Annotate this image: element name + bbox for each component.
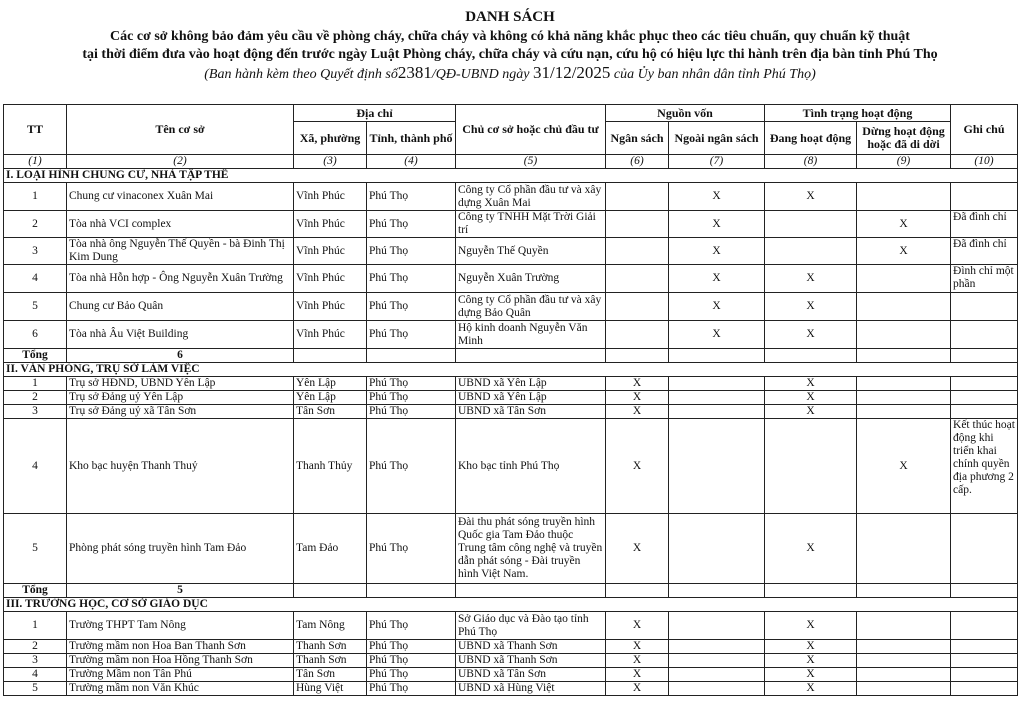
row-non-budget xyxy=(669,682,765,696)
row-province: Phú Thọ xyxy=(367,183,456,211)
row-budget: X xyxy=(606,640,669,654)
row-ward: Thanh Sơn xyxy=(294,640,367,654)
row-owner: Nguyễn Thế Quyền xyxy=(456,238,606,265)
row-province: Phú Thọ xyxy=(367,377,456,391)
col-number: (4) xyxy=(367,155,456,169)
row-active: X xyxy=(765,321,857,349)
row-active xyxy=(765,419,857,514)
row-note xyxy=(951,377,1018,391)
row-non-budget: X xyxy=(669,265,765,293)
col-number: (9) xyxy=(857,155,951,169)
row-active: X xyxy=(765,183,857,211)
section-header-row xyxy=(4,169,1018,183)
total-label: Tổng xyxy=(4,584,67,598)
row-ward: Vĩnh Phúc xyxy=(294,293,367,321)
row-name: Chung cư Bảo Quân xyxy=(67,293,294,321)
header-stopped: Dừng hoạt động hoặc đã di dời xyxy=(857,122,951,155)
row-ward: Thanh Thủy xyxy=(294,419,367,514)
row-active: X xyxy=(765,391,857,405)
header-tt: TT xyxy=(4,105,67,155)
section-header-row xyxy=(4,363,1018,377)
row-note xyxy=(951,654,1018,668)
row-name: Kho bạc huyện Thanh Thuỷ xyxy=(67,419,294,514)
row-tt: 5 xyxy=(4,682,67,696)
row-name: Trường THPT Tam Nông xyxy=(67,612,294,640)
row-active: X xyxy=(765,668,857,682)
row-note xyxy=(951,183,1018,211)
col-number: (6) xyxy=(606,155,669,169)
section-title: III. TRƯỜNG HỌC, CƠ SỞ GIÁO DỤC xyxy=(4,598,1018,612)
header-status: Tình trạng hoạt động xyxy=(765,105,951,122)
row-owner: Công ty Cổ phần đầu tư và xây dựng Bảo Quân xyxy=(456,293,606,321)
row-ward: Tân Sơn xyxy=(294,668,367,682)
row-active: X xyxy=(765,405,857,419)
row-owner: UBND xã Hùng Việt xyxy=(456,682,606,696)
col-number: (8) xyxy=(765,155,857,169)
doc-subtitle-2: tại thời điểm đưa vào hoạt động đến trước ngày Luật Phòng cháy, chữa cháy và cứu nạn, cứu hộ có hiệu lực thi hành trên địa bàn tỉnh Phú Thọ xyxy=(82,47,938,62)
empty-cell xyxy=(456,349,606,363)
row-active: X xyxy=(765,377,857,391)
row-note: Đình chỉ một phần xyxy=(951,265,1018,293)
row-non-budget xyxy=(669,377,765,391)
row-name: Tòa nhà VCI complex xyxy=(67,211,294,238)
row-non-budget: X xyxy=(669,183,765,211)
row-ward: Vĩnh Phúc xyxy=(294,211,367,238)
row-tt: 1 xyxy=(4,183,67,211)
row-tt: 3 xyxy=(4,654,67,668)
table-body xyxy=(4,155,1018,696)
row-note xyxy=(951,391,1018,405)
row-ward: Thanh Sơn xyxy=(294,654,367,668)
row-budget: X xyxy=(606,377,669,391)
note-mid: /QĐ-UBND ngày xyxy=(431,67,533,82)
total-row xyxy=(4,584,1018,598)
row-stopped xyxy=(857,293,951,321)
row-ward: Tam Nông xyxy=(294,612,367,640)
row-non-budget xyxy=(669,419,765,514)
row-name: Tòa nhà Âu Việt Building xyxy=(67,321,294,349)
empty-cell xyxy=(367,349,456,363)
row-budget xyxy=(606,265,669,293)
row-note: Đã đình chỉ xyxy=(951,238,1018,265)
empty-cell xyxy=(951,584,1018,598)
row-province: Phú Thọ xyxy=(367,514,456,584)
header-province: Tỉnh, thành phố xyxy=(367,122,456,155)
total-value: 6 xyxy=(67,349,294,363)
table-row xyxy=(4,293,1018,321)
row-active: X xyxy=(765,265,857,293)
row-tt: 5 xyxy=(4,293,67,321)
row-province: Phú Thọ xyxy=(367,405,456,419)
section-header-row xyxy=(4,598,1018,612)
row-tt: 5 xyxy=(4,514,67,584)
doc-note xyxy=(0,64,1020,83)
row-non-budget xyxy=(669,654,765,668)
empty-cell xyxy=(456,584,606,598)
column-number-row xyxy=(4,155,1018,169)
row-owner: Nguyễn Xuân Trường xyxy=(456,265,606,293)
row-stopped xyxy=(857,514,951,584)
row-tt: 1 xyxy=(4,612,67,640)
row-ward: Yên Lập xyxy=(294,391,367,405)
header-non-budget: Ngoài ngân sách xyxy=(669,122,765,155)
row-stopped: X xyxy=(857,211,951,238)
doc-subtitle-1: Các cơ sở không bảo đảm yêu cầu về phòng cháy, chữa cháy và không có khả năng khắc phục theo các tiêu chuẩn, quy chuẩn kỹ thuật xyxy=(110,29,910,44)
row-active: X xyxy=(765,514,857,584)
table-row xyxy=(4,238,1018,265)
row-non-budget: X xyxy=(669,321,765,349)
row-owner: UBND xã Thanh Sơn xyxy=(456,654,606,668)
row-non-budget xyxy=(669,668,765,682)
row-province: Phú Thọ xyxy=(367,211,456,238)
row-budget: X xyxy=(606,405,669,419)
row-active: X xyxy=(765,293,857,321)
header-name: Tên cơ sở xyxy=(67,105,294,155)
row-budget: X xyxy=(606,654,669,668)
table-row xyxy=(4,391,1018,405)
row-non-budget xyxy=(669,391,765,405)
empty-cell xyxy=(669,349,765,363)
header-notes: Ghi chú xyxy=(951,105,1018,155)
row-tt: 4 xyxy=(4,419,67,514)
row-name: Tòa nhà Hỗn hợp - Ông Nguyễn Xuân Trường xyxy=(67,265,294,293)
row-budget xyxy=(606,183,669,211)
empty-cell xyxy=(606,349,669,363)
total-row xyxy=(4,349,1018,363)
row-note: Kết thúc hoạt động khi triển khai chính quyền địa phương 2 cấp. xyxy=(951,419,1018,514)
row-name: Trường mầm non Văn Khúc xyxy=(67,682,294,696)
row-budget xyxy=(606,211,669,238)
table-row xyxy=(4,654,1018,668)
row-province: Phú Thọ xyxy=(367,321,456,349)
col-number: (5) xyxy=(456,155,606,169)
row-non-budget xyxy=(669,612,765,640)
row-budget: X xyxy=(606,612,669,640)
table-row xyxy=(4,183,1018,211)
row-ward: Vĩnh Phúc xyxy=(294,321,367,349)
row-note xyxy=(951,405,1018,419)
row-ward: Yên Lập xyxy=(294,377,367,391)
row-name: Trụ sở Đảng uỷ Yên Lập xyxy=(67,391,294,405)
table-row xyxy=(4,612,1018,640)
row-ward: Vĩnh Phúc xyxy=(294,265,367,293)
row-budget: X xyxy=(606,391,669,405)
empty-cell xyxy=(857,584,951,598)
row-non-budget: X xyxy=(669,238,765,265)
empty-cell xyxy=(669,584,765,598)
note-suffix: của Ủy ban nhân dân tỉnh Phú Thọ) xyxy=(610,67,816,82)
empty-cell xyxy=(294,349,367,363)
row-ward: Hùng Việt xyxy=(294,682,367,696)
row-stopped xyxy=(857,265,951,293)
row-non-budget: X xyxy=(669,211,765,238)
row-budget: X xyxy=(606,682,669,696)
row-budget: X xyxy=(606,419,669,514)
row-note xyxy=(951,682,1018,696)
section-title: II. VĂN PHÒNG, TRỤ SỞ LÀM VIỆC xyxy=(4,363,1018,377)
empty-cell xyxy=(765,349,857,363)
total-value: 5 xyxy=(67,584,294,598)
row-owner: Hộ kinh doanh Nguyễn Văn Minh xyxy=(456,321,606,349)
row-tt: 6 xyxy=(4,321,67,349)
col-number: (7) xyxy=(669,155,765,169)
row-owner: Sở Giáo dục và Đào tạo tỉnh Phú Thọ xyxy=(456,612,606,640)
facility-table xyxy=(3,104,1018,696)
row-province: Phú Thọ xyxy=(367,265,456,293)
col-number: (2) xyxy=(67,155,294,169)
table-row xyxy=(4,377,1018,391)
header-active: Đang hoạt động xyxy=(765,122,857,155)
row-note xyxy=(951,321,1018,349)
note-prefix: (Ban hành kèm theo Quyết định số xyxy=(204,67,398,82)
col-number: (10) xyxy=(951,155,1018,169)
row-note xyxy=(951,640,1018,654)
row-province: Phú Thọ xyxy=(367,391,456,405)
header-ward: Xã, phường xyxy=(294,122,367,155)
row-owner: Công ty Cổ phần đầu tư và xây dựng Xuân Mai xyxy=(456,183,606,211)
table-row xyxy=(4,211,1018,238)
row-province: Phú Thọ xyxy=(367,668,456,682)
row-active xyxy=(765,238,857,265)
row-tt: 2 xyxy=(4,640,67,654)
row-ward: Tam Đảo xyxy=(294,514,367,584)
header-funding: Nguồn vốn xyxy=(606,105,765,122)
row-tt: 1 xyxy=(4,377,67,391)
table-row xyxy=(4,682,1018,696)
row-name: Trụ sở Đảng uỷ xã Tân Sơn xyxy=(67,405,294,419)
row-ward: Vĩnh Phúc xyxy=(294,238,367,265)
row-name: Chung cư vinaconex Xuân Mai xyxy=(67,183,294,211)
table-row xyxy=(4,321,1018,349)
row-name: Trường mầm non Hoa Ban Thanh Sơn xyxy=(67,640,294,654)
table-row xyxy=(4,514,1018,584)
row-name: Trường mầm non Hoa Hồng Thanh Sơn xyxy=(67,654,294,668)
row-stopped xyxy=(857,321,951,349)
row-stopped xyxy=(857,654,951,668)
row-stopped: X xyxy=(857,419,951,514)
row-non-budget xyxy=(669,514,765,584)
row-tt: 4 xyxy=(4,668,67,682)
row-stopped: X xyxy=(857,238,951,265)
empty-cell xyxy=(606,584,669,598)
row-stopped xyxy=(857,640,951,654)
row-stopped xyxy=(857,183,951,211)
table-row xyxy=(4,265,1018,293)
decision-date: 31/12/2025 xyxy=(532,63,611,82)
row-note xyxy=(951,668,1018,682)
row-owner: Kho bạc tỉnh Phú Thọ xyxy=(456,419,606,514)
col-number: (1) xyxy=(4,155,67,169)
row-owner: UBND xã Thanh Sơn xyxy=(456,640,606,654)
row-note xyxy=(951,293,1018,321)
row-owner: UBND xã Yên Lập xyxy=(456,377,606,391)
header-owner: Chủ cơ sở hoặc chủ đầu tư xyxy=(456,105,606,155)
empty-cell xyxy=(951,349,1018,363)
row-non-budget xyxy=(669,405,765,419)
row-note: Đã đình chỉ xyxy=(951,211,1018,238)
empty-cell xyxy=(294,584,367,598)
row-budget: X xyxy=(606,668,669,682)
row-name: Trường Mầm non Tân Phú xyxy=(67,668,294,682)
row-name: Phòng phát sóng truyền hình Tam Đảo xyxy=(67,514,294,584)
row-ward: Vĩnh Phúc xyxy=(294,183,367,211)
row-active: X xyxy=(765,612,857,640)
row-active: X xyxy=(765,682,857,696)
row-budget: X xyxy=(606,514,669,584)
row-tt: 3 xyxy=(4,238,67,265)
row-owner: Công ty TNHH Mặt Trời Giải trí xyxy=(456,211,606,238)
row-stopped xyxy=(857,405,951,419)
row-province: Phú Thọ xyxy=(367,238,456,265)
section-title: I. LOẠI HÌNH CHUNG CƯ, NHÀ TẬP THỂ xyxy=(4,169,1018,183)
row-budget xyxy=(606,238,669,265)
row-ward: Tân Sơn xyxy=(294,405,367,419)
row-note xyxy=(951,514,1018,584)
row-budget xyxy=(606,293,669,321)
row-stopped xyxy=(857,377,951,391)
header-budget: Ngân sách xyxy=(606,122,669,155)
row-owner: Đài thu phát sóng truyền hình Quốc gia Tam Đảo thuộc Trung tâm công nghệ và truyền dẫn phát sóng - Đài truyền hình Việt Nam. xyxy=(456,514,606,584)
row-tt: 4 xyxy=(4,265,67,293)
row-stopped xyxy=(857,612,951,640)
row-non-budget: X xyxy=(669,293,765,321)
row-budget xyxy=(606,321,669,349)
row-stopped xyxy=(857,682,951,696)
row-province: Phú Thọ xyxy=(367,640,456,654)
row-name: Trụ sở HĐND, UBND Yên Lập xyxy=(67,377,294,391)
header-address: Địa chỉ xyxy=(294,105,456,122)
table-row xyxy=(4,419,1018,514)
row-owner: UBND xã Tân Sơn xyxy=(456,668,606,682)
row-active: X xyxy=(765,640,857,654)
decision-number: 2381 xyxy=(397,63,432,82)
row-name: Tòa nhà ông Nguyễn Thế Quyền - bà Đinh Thị Kim Dung xyxy=(67,238,294,265)
row-tt: 2 xyxy=(4,391,67,405)
row-stopped xyxy=(857,668,951,682)
row-note xyxy=(951,612,1018,640)
doc-title: DANH SÁCH xyxy=(465,9,555,25)
table-row xyxy=(4,640,1018,654)
row-province: Phú Thọ xyxy=(367,654,456,668)
table-row xyxy=(4,405,1018,419)
row-owner: UBND xã Tân Sơn xyxy=(456,405,606,419)
empty-cell xyxy=(367,584,456,598)
empty-cell xyxy=(857,349,951,363)
table-row xyxy=(4,668,1018,682)
row-province: Phú Thọ xyxy=(367,419,456,514)
row-active xyxy=(765,211,857,238)
row-province: Phú Thọ xyxy=(367,612,456,640)
row-province: Phú Thọ xyxy=(367,682,456,696)
row-non-budget xyxy=(669,640,765,654)
total-label: Tổng xyxy=(4,349,67,363)
row-stopped xyxy=(857,391,951,405)
row-province: Phú Thọ xyxy=(367,293,456,321)
row-tt: 3 xyxy=(4,405,67,419)
empty-cell xyxy=(765,584,857,598)
row-owner: UBND xã Yên Lập xyxy=(456,391,606,405)
row-tt: 2 xyxy=(4,211,67,238)
row-active: X xyxy=(765,654,857,668)
col-number: (3) xyxy=(294,155,367,169)
